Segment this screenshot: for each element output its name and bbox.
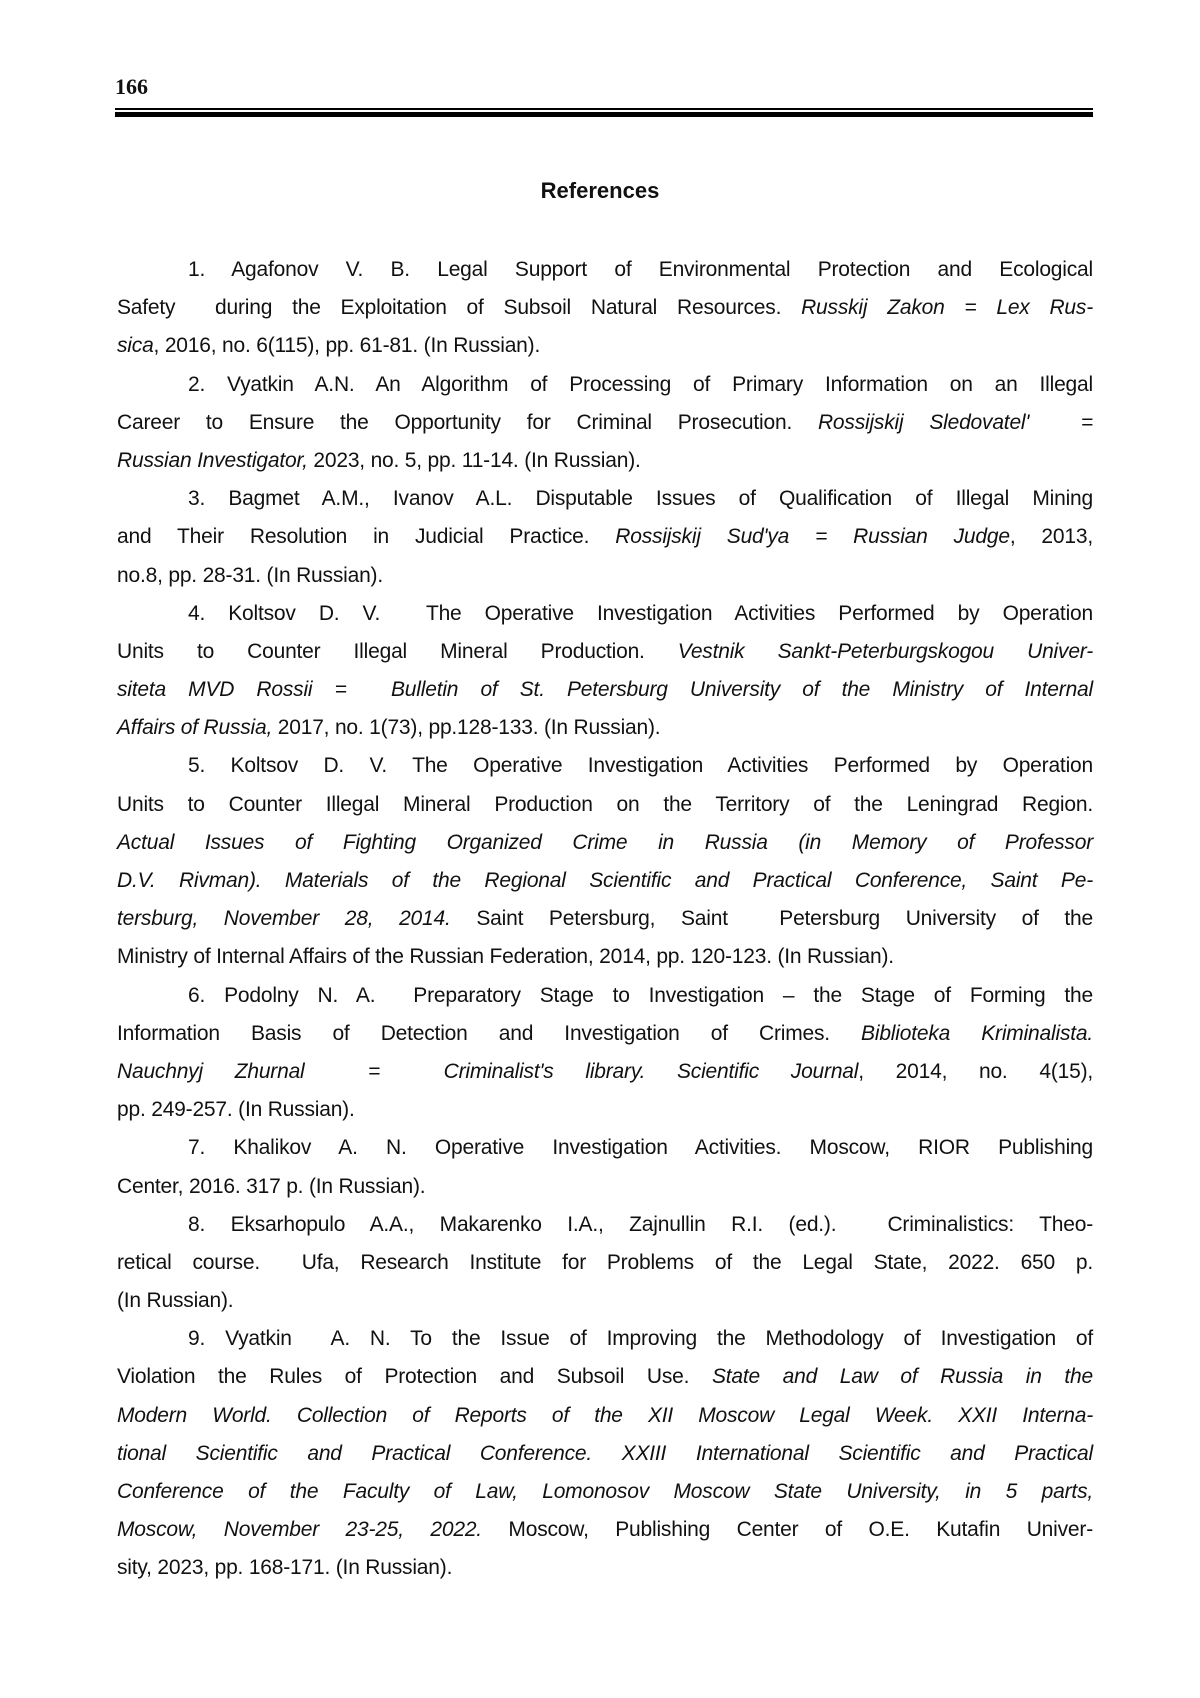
reference-line xyxy=(117,1397,1093,1435)
reference-text: 6. Podolny N. A. Preparatory Stage to Investigation – the Stage of Forming the xyxy=(188,983,1093,1007)
reference-line xyxy=(117,1358,1093,1396)
header-rule-thin xyxy=(115,108,1093,110)
reference-text: 3. Bagmet A.M., Ivanov A.L. Disputable Issues of Qualification of Illegal Mining xyxy=(188,487,1093,511)
reference-text: , 2014, no. 4(15), xyxy=(858,1059,1093,1083)
reference-line xyxy=(117,327,1093,365)
reference-text: 7. Khalikov A. N. Operative Investigation Activities. Moscow, RIOR Publishing xyxy=(188,1136,1093,1160)
reference-text: 5. Koltsov D. V. The Operative Investigation Activities Performed by Operation xyxy=(188,754,1093,778)
reference-line xyxy=(117,1129,1093,1167)
reference-italic-text: tional Scientific and Practical Conference. XXIII International Scientific and Practical xyxy=(117,1441,1093,1465)
page-number: 166 xyxy=(115,74,148,99)
reference-line xyxy=(117,1435,1093,1473)
reference-line xyxy=(117,747,1093,785)
reference-italic-text: Russian Investigator, xyxy=(117,448,308,472)
reference-line xyxy=(117,518,1093,556)
reference-line xyxy=(117,1091,1093,1129)
reference-italic-text: Affairs of Russia, xyxy=(117,716,273,740)
reference-entry xyxy=(117,480,1093,595)
reference-line xyxy=(117,900,1093,938)
reference-text: 4. Koltsov D. V. The Operative Investigation Activities Performed by Operation xyxy=(188,601,1093,625)
reference-line xyxy=(117,1511,1093,1549)
reference-text: Moscow, Publishing Center of O.E. Kutafin Univer- xyxy=(481,1518,1093,1542)
reference-line xyxy=(117,824,1093,862)
reference-text: Ministry of Internal Affairs of the Russian Federation, 2014, pp. 120-123. (In Russian). xyxy=(117,945,894,969)
reference-text: pp. 249-257. (In Russian). xyxy=(117,1098,355,1122)
reference-text: Units to Counter Illegal Mineral Production on the Territory of the Leningrad Region. xyxy=(117,792,1093,816)
reference-entry xyxy=(117,977,1093,1130)
reference-line xyxy=(117,633,1093,671)
reference-line xyxy=(117,1015,1093,1053)
reference-text: retical course. Ufa, Research Institute for Problems of the Legal State, 2022. 650 p. xyxy=(117,1250,1093,1274)
reference-italic-text: Rossijskij Sud'ya = Russian Judge xyxy=(615,525,1010,549)
reference-line xyxy=(117,251,1093,289)
reference-text: Information Basis of Detection and Investigation of Crimes. xyxy=(117,1021,862,1045)
reference-line xyxy=(117,671,1093,709)
reference-line xyxy=(117,480,1093,518)
reference-text: 1. Agafonov V. B. Legal Support of Environmental Protection and Ecological xyxy=(188,258,1093,281)
reference-text: 2. Vyatkin A.N. An Algorithm of Processing of Primary Information on an Illegal xyxy=(188,372,1093,396)
reference-entry xyxy=(117,366,1093,481)
reference-text: sity, 2023, pp. 168-171. (In Russian). xyxy=(117,1556,453,1580)
reference-line xyxy=(117,1473,1093,1511)
reference-text: (In Russian). xyxy=(117,1289,234,1313)
reference-line xyxy=(117,557,1093,595)
reference-line xyxy=(117,786,1093,824)
reference-text: 8. Eksarhopulo A.A., Makarenko I.A., Zajnullin R.I. (ed.). Criminalistics: Theo- xyxy=(188,1212,1093,1236)
reference-line xyxy=(117,442,1093,480)
reference-italic-text: D.V. Rivman). Materials of the Regional Scientific and Practical Conference, Saint Pe- xyxy=(117,869,1093,892)
reference-line xyxy=(117,1549,1093,1587)
reference-text: 2023, no. 5, pp. 11-14. (In Russian). xyxy=(307,448,641,472)
reference-line xyxy=(117,1320,1093,1358)
reference-text: Saint Petersburg, Saint Petersburg University of the xyxy=(450,907,1094,931)
reference-line xyxy=(117,1244,1093,1282)
reference-line xyxy=(117,709,1093,747)
reference-italic-text: Moscow, November 23-25, 2022. xyxy=(117,1518,482,1542)
reference-text: Career to Ensure the Opportunity for Criminal Prosecution. xyxy=(117,410,818,434)
reference-entry xyxy=(117,1129,1093,1205)
reference-italic-text: tersburg, November 28, 2014. xyxy=(117,907,451,931)
section-heading: References xyxy=(540,178,660,203)
reference-text: , 2016, no. 6(115), pp. 61-81. (In Russian). xyxy=(153,334,541,358)
reference-italic-text: Rossijskij Sledovatel' = xyxy=(817,410,1093,434)
reference-line xyxy=(117,404,1093,442)
reference-line xyxy=(117,1053,1093,1091)
header-rule-thick xyxy=(115,112,1093,117)
reference-text: Center, 2016. 317 p. (In Russian). xyxy=(117,1174,426,1198)
reference-line xyxy=(117,1282,1093,1320)
reference-text: no.8, pp. 28-31. (In Russian). xyxy=(117,563,383,587)
reference-entry xyxy=(117,1206,1093,1321)
reference-line xyxy=(117,977,1093,1015)
reference-line xyxy=(117,938,1093,976)
reference-text: 9. Vyatkin A. N. To the Issue of Improving the Methodology of Investigation of xyxy=(188,1327,1093,1351)
reference-entry xyxy=(117,1320,1093,1587)
reference-line xyxy=(117,595,1093,633)
reference-text: Units to Counter Illegal Mineral Production. xyxy=(117,639,678,663)
reference-italic-text: Russkij Zakon = Lex Rus- xyxy=(801,296,1094,320)
reference-italic-text: sica xyxy=(117,334,154,358)
reference-line xyxy=(117,862,1093,900)
reference-entry xyxy=(117,595,1093,748)
reference-entry xyxy=(117,251,1093,366)
reference-italic-text: Conference of the Faculty of Law, Lomonosov Moscow State University, in 5 parts, xyxy=(117,1480,1093,1503)
reference-text: and Their Resolution in Judicial Practice. xyxy=(117,525,616,549)
reference-list xyxy=(117,251,1093,1588)
reference-italic-text: Actual Issues of Fighting Organized Crime in Russia (in Memory of Professor xyxy=(117,830,1093,854)
reference-italic-text: siteta MVD Rossii = Bulletin of St. Petersburg University of the Ministry of Internal xyxy=(117,678,1093,702)
reference-italic-text: State and Law of Russia in the xyxy=(711,1365,1093,1389)
reference-entry xyxy=(117,747,1093,976)
reference-line xyxy=(117,366,1093,404)
reference-line xyxy=(117,289,1093,327)
reference-italic-text: Nauchnyj Zhurnal = Criminalist's library. Scientific Journal xyxy=(117,1059,859,1083)
reference-italic-text: Modern World. Collection of Reports of the XII Moscow Legal Week. XXII Interna- xyxy=(117,1403,1093,1427)
reference-italic-text: Vestnik Sankt-Peterburgskogou Univer- xyxy=(677,639,1093,663)
reference-text: Violation the Rules of Protection and Subsoil Use. xyxy=(117,1365,712,1389)
reference-line xyxy=(117,1206,1093,1244)
reference-text: 2017, no. 1(73), pp.128-133. (In Russian). xyxy=(272,716,661,740)
reference-line xyxy=(117,1168,1093,1206)
reference-text: , 2013, xyxy=(1009,525,1093,549)
reference-italic-text: Biblioteka Kriminalista. xyxy=(861,1021,1093,1045)
reference-text: Safety during the Exploitation of Subsoil Natural Resources. xyxy=(117,296,802,320)
